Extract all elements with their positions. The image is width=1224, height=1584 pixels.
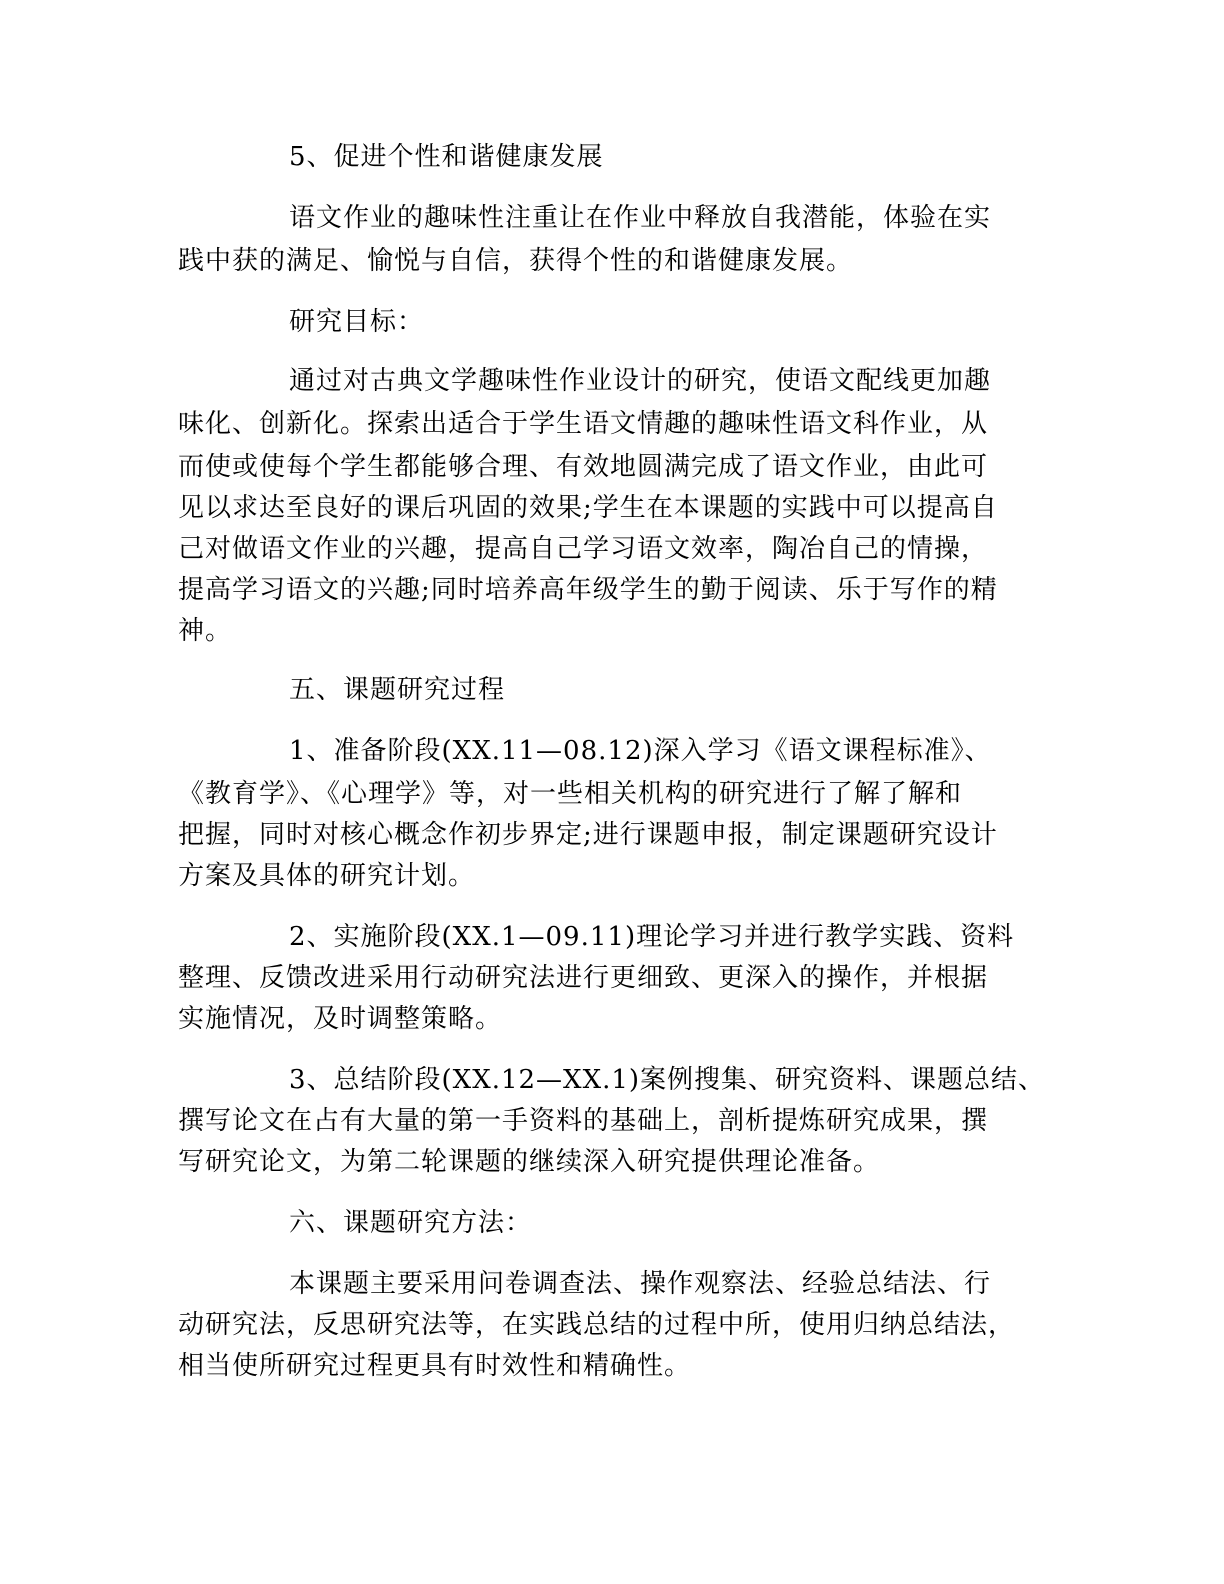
para-stage2-line-2: 整理、反馈改进采用行动研究法进行更细致、更深入的操作，并根据 (178, 963, 989, 993)
para-stage2-line-3: 实施情况，及时调整策略。 (178, 1004, 503, 1034)
para-stage1-line-2: 《教育学》、《心理学》等，对一些相关机构的研究进行了解了解和 (178, 779, 963, 809)
para-method-line-3: 相当使所研究过程更具有时效性和精确性。 (178, 1351, 692, 1381)
para-goal-line-6: 提高学习语文的兴趣;同时培养高年级学生的勤于阅读、乐于写作的精 (178, 575, 998, 605)
para-method-line-2: 动研究法，反思研究法等，在实践总结的过程中所，使用归纳总结法， (178, 1310, 1016, 1340)
para-goal-line-5: 己对做语文作业的兴趣，提高自己学习语文效率，陶冶自己的情操， (178, 534, 989, 564)
heading-method: 六、课题研究方法： (289, 1208, 533, 1238)
para-5-line-1: 语文作业的趣味性注重让在作业中释放自我潜能，体验在实 (289, 203, 992, 233)
para-stage3-line-2: 撰写论文在占有大量的第一手资料的基础上，剖析提炼研究成果，撰 (178, 1106, 989, 1136)
heading-goal: 研究目标： (289, 307, 425, 337)
para-5-line-2: 践中获的满足、愉悦与自信，获得个性的和谐健康发展。 (178, 246, 854, 276)
para-goal-line-3: 而使或使每个学生都能够合理、有效地圆满完成了语文作业，由此可 (178, 452, 989, 482)
para-goal-line-1: 通过对古典文学趣味性作业设计的研究，使语文配线更加趣 (289, 366, 992, 396)
para-goal-line-7: 神。 (178, 616, 233, 646)
para-stage2-line-1: 2、实施阶段(XX.1—09.11)理论学习并进行教学实践、资料 (289, 922, 1015, 952)
para-method-line-1: 本课题主要采用问卷调查法、操作观察法、经验总结法、行 (289, 1269, 992, 1299)
para-stage3-line-1: 3、总结阶段(XX.12—XX.1)案例搜集、研究资料、课题总结、 (289, 1065, 1046, 1095)
para-stage3-line-3: 写研究论文，为第二轮课题的继续深入研究提供理论准备。 (178, 1147, 881, 1177)
para-stage1-line-1: 1、准备阶段(XX.11—08.12)深入学习《语文课程标准》、 (289, 736, 992, 766)
para-goal-line-2: 味化、创新化。探索出适合于学生语文情趣的趣味性语文科作业，从 (178, 409, 989, 439)
para-goal-line-4: 见以求达至良好的课后巩固的效果;学生在本课题的实践中可以提高自 (178, 493, 998, 523)
para-stage1-line-3: 把握，同时对核心概念作初步界定;进行课题申报，制定课题研究设计 (178, 820, 998, 850)
heading-process: 五、课题研究过程 (289, 675, 506, 705)
para-stage1-line-4: 方案及具体的研究计划。 (178, 861, 476, 891)
heading-5: 5、促进个性和谐健康发展 (289, 142, 604, 172)
